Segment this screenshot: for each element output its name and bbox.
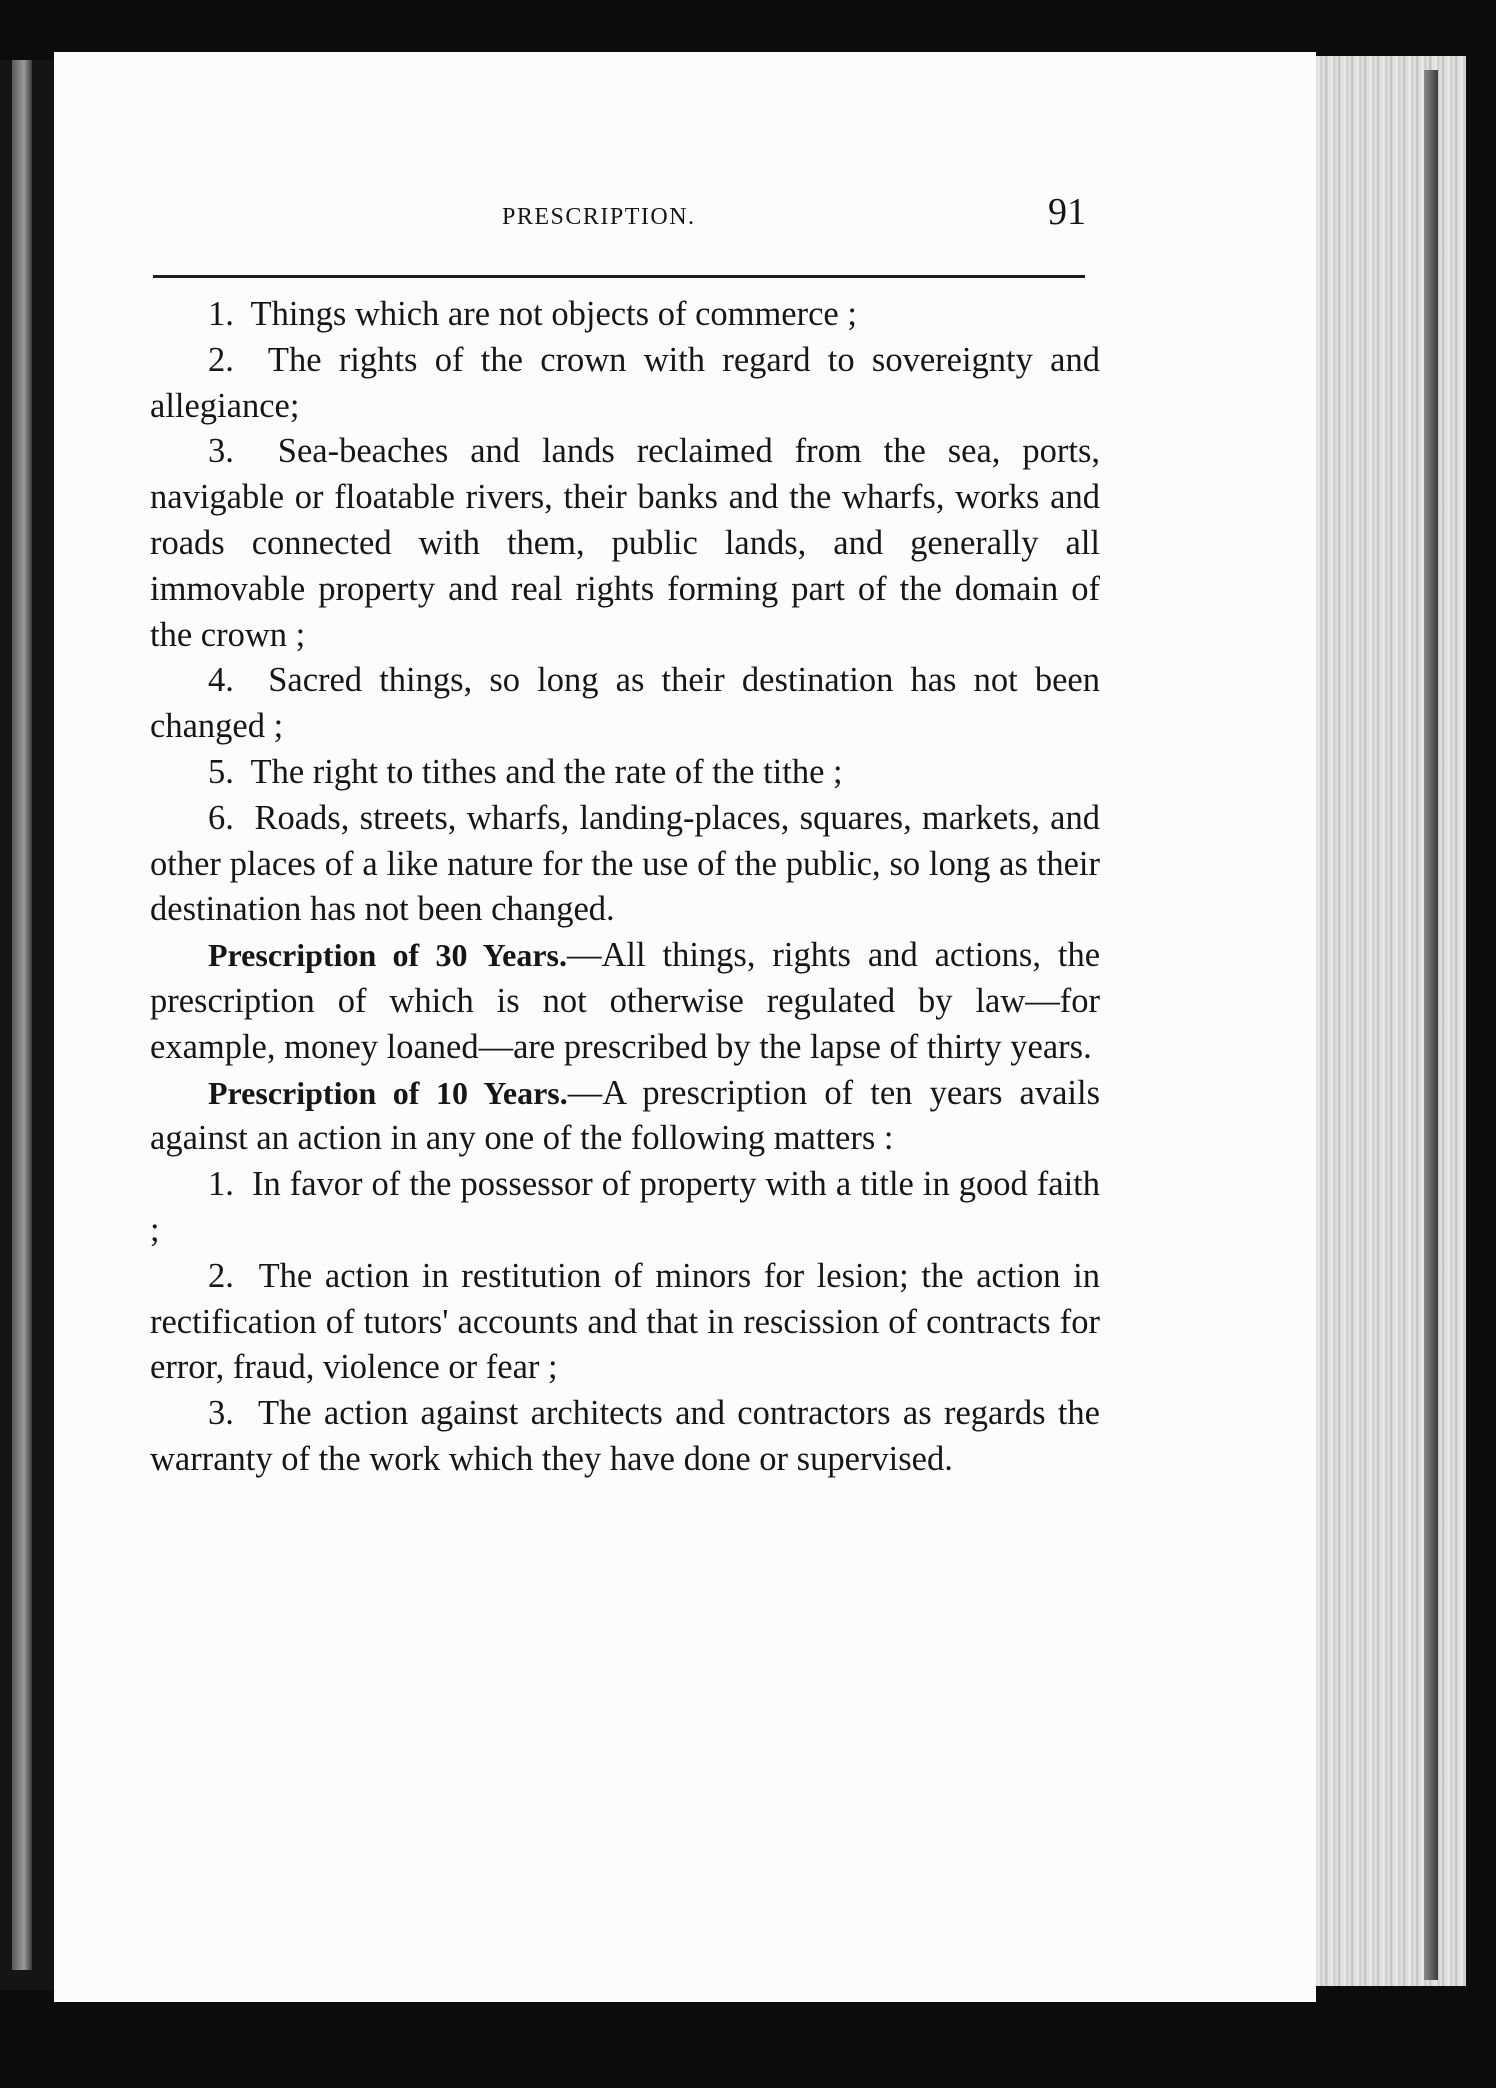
item-number: 6. bbox=[208, 798, 234, 837]
item-number: 2. bbox=[208, 1256, 234, 1295]
list-item bbox=[150, 796, 1100, 933]
section-10-years bbox=[150, 1071, 1100, 1163]
page-content bbox=[150, 180, 1110, 1478]
section-text: —A prescription of ten years avails against an action in any one of the following matters : bbox=[150, 1073, 1101, 1158]
item-text: Roads, streets, wharfs, landing-places, squares, markets, and other places of a like nature for the use of the public, so long as their destination has not been changed. bbox=[150, 798, 1100, 929]
item-number: 5. bbox=[208, 752, 234, 791]
item-text: Sacred things, so long as their destination has not been changed ; bbox=[150, 661, 1100, 746]
section-text: —All things, rights and actions, the prescription of which is not otherwise regulated by law—for example, money loaned—are prescribed by the lapse of thirty years. bbox=[150, 936, 1101, 1066]
list-item bbox=[150, 750, 1100, 796]
page-number: 91 bbox=[1048, 191, 1086, 233]
list-item bbox=[150, 338, 1100, 430]
list-item bbox=[150, 658, 1100, 750]
section-heading: Prescription of 10 Years. bbox=[208, 1074, 568, 1111]
running-title: PRESCRIPTION. bbox=[502, 204, 696, 230]
item-text: In favor of the possessor of property with a title in good faith ; bbox=[150, 1165, 1100, 1249]
section-heading: Prescription of 30 Years. bbox=[208, 937, 568, 974]
book-cover-edge bbox=[1424, 70, 1438, 1980]
list-item bbox=[150, 1254, 1100, 1391]
page-body bbox=[150, 292, 1100, 1483]
item-text: Things which are not objects of commerce ; bbox=[250, 295, 857, 333]
list-item bbox=[150, 1391, 1100, 1483]
page-stack-edge bbox=[1316, 56, 1466, 1986]
item-text: The rights of the crown with regard to sovereignty and allegiance; bbox=[150, 340, 1100, 425]
item-number: 3. bbox=[208, 1394, 234, 1433]
item-text: The action against architects and contractors as regards the warranty of the work which they have done or supervised. bbox=[150, 1394, 1100, 1478]
item-number: 4. bbox=[208, 661, 234, 700]
item-number: 1. bbox=[208, 1165, 234, 1204]
item-number: 3. bbox=[208, 432, 234, 471]
section-30-years bbox=[150, 933, 1100, 1070]
item-text: The action in restitution of minors for lesion; the action in rectification of tutors' accounts and that in rescission of contracts for error, fraud, violence or fear ; bbox=[150, 1256, 1100, 1387]
list-item bbox=[150, 1162, 1100, 1254]
item-text: Sea-beaches and lands reclaimed from the sea, ports, navigable or floatable rivers, their banks and the wharfs, works and roads connected with them, public lands, and generally all immovable property and real rights forming part of the domain of the crown ; bbox=[150, 432, 1100, 654]
item-number: 2. bbox=[208, 340, 234, 379]
list-item bbox=[150, 292, 1100, 338]
item-number: 1. bbox=[208, 295, 234, 333]
previous-page-edge bbox=[12, 60, 32, 1970]
header-rule bbox=[153, 275, 1085, 278]
item-text: The right to tithes and the rate of the tithe ; bbox=[250, 752, 843, 791]
running-head bbox=[150, 180, 1110, 260]
list-item bbox=[150, 429, 1100, 658]
